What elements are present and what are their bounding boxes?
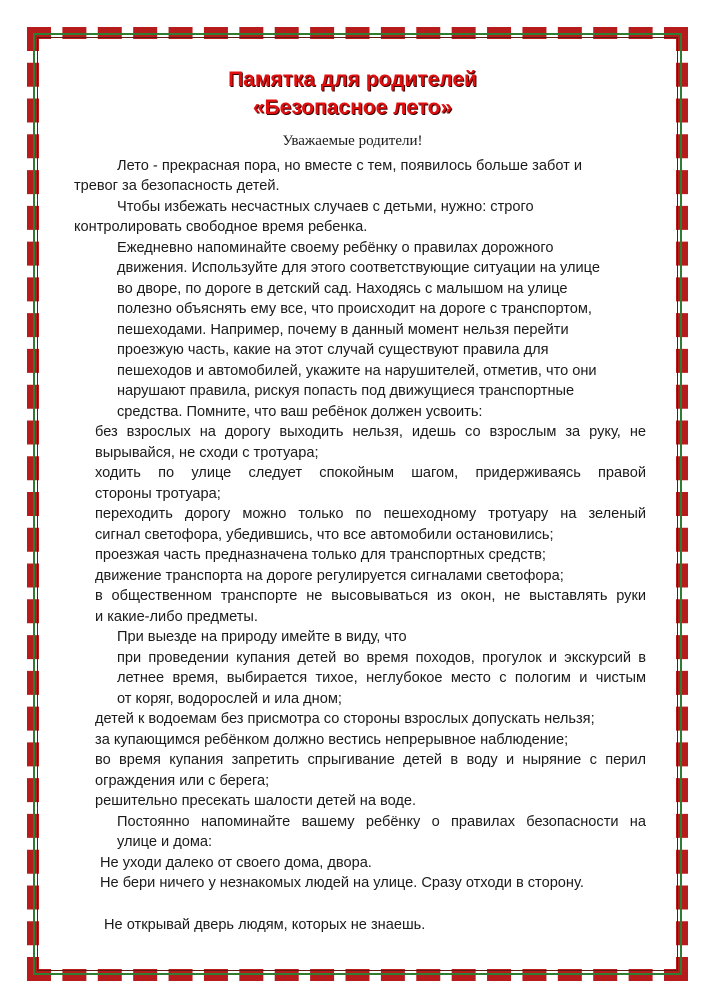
text-line: во дворе, по дороге в детский сад. Находясь с малышом на улице <box>117 281 568 297</box>
rule-line: в общественном транспорте не высовываться из окон, не выставлять руки <box>95 588 646 604</box>
text-line: Лето - прекрасная пора, но вместе с тем, появилось больше забот и <box>117 158 583 174</box>
rule-line: Не бери ничего у незнакомых людей на улице. Сразу отходи в сторону. <box>100 875 584 891</box>
greeting: Уважаемые родители! <box>282 133 423 149</box>
rule-line: проезжая часть предназначена только для транспортных средств; <box>95 547 546 563</box>
rule-line: Не уходи далеко от своего дома, двора. <box>100 855 372 871</box>
rule-line: переходить дорогу можно только по пешеходному тротуару на зеленый <box>95 506 646 522</box>
text-line: улице и дома: <box>117 834 213 850</box>
rule-line: сигнал светофора, убедившись, что все автомобили остановились; <box>95 527 554 543</box>
text-line: средства. Помните, что ваш ребёнок должен усвоить: <box>117 404 483 420</box>
rule-line: вырывайся, не сходи с тротуара; <box>95 445 319 461</box>
rule-line: и какие-либо предметы. <box>95 609 258 625</box>
rule-line: стороны тротуара; <box>95 486 221 502</box>
rule-line: ходить по улице следует спокойным шагом, придерживаясь правой <box>95 465 646 481</box>
rule-line: без взрослых на дорогу выходить нельзя, идешь со взрослым за руку, не <box>95 424 646 440</box>
rule-line: Не открывай дверь людям, которых не знаешь. <box>104 917 426 933</box>
text-line: контролировать свободное время ребенка. <box>74 219 368 235</box>
rule-line: движение транспорта на дороге регулируется сигналами светофора; <box>95 568 564 584</box>
text-line: пешеходами. Например, почему в данный момент нельзя перейти <box>117 322 569 338</box>
text-line: пешеходов и автомобилей, укажите на нарушителей, отметив, что они <box>117 363 597 379</box>
text-line: При выезде на природу имейте в виду, что <box>117 629 407 645</box>
text-line: движения. Используйте для этого соответствующие ситуации на улице <box>117 260 600 276</box>
rule-line: во время купания запретить спрыгивание детей в воду и ныряние с перил <box>95 752 646 768</box>
text-line: от коряг, водорослей и ила дном; <box>117 691 342 707</box>
text-line: Ежедневно напоминайте своему ребёнку о правилах дорожного <box>117 240 554 256</box>
text-line: при проведении купания детей во время походов, прогулок и экскурсий в <box>117 650 646 666</box>
title-line-2: «Безопасное лето» <box>252 96 453 119</box>
text-line: Постоянно напоминайте вашему ребёнку о правилах безопасности на <box>117 814 646 830</box>
text-line: тревог за безопасность детей. <box>74 178 280 194</box>
text-line: проезжую часть, какие на этот случай существуют правила для <box>117 342 549 358</box>
text-line: летнее время, выбирается тихое, неглубокое место с пологим и чистым <box>117 670 646 686</box>
rule-line: ограждения или с берега; <box>95 773 270 789</box>
rule-line: детей к водоемам без присмотра со стороны взрослых допускать нельзя; <box>95 711 595 727</box>
text-line: Чтобы избежать несчастных случаев с детьми, нужно: строго <box>117 199 534 215</box>
text-line: полезно объяснять ему все, что происходит на дороге с транспортом, <box>117 301 592 317</box>
text-line: нарушают правила, рискуя попасть под движущиеся транспортные <box>117 383 575 399</box>
title-line-1: Памятка для родителей <box>228 68 477 91</box>
rule-line: за купающимся ребёнком должно вестись непрерывное наблюдение; <box>95 732 569 748</box>
rule-line: решительно пресекать шалости детей на воде. <box>95 793 417 809</box>
